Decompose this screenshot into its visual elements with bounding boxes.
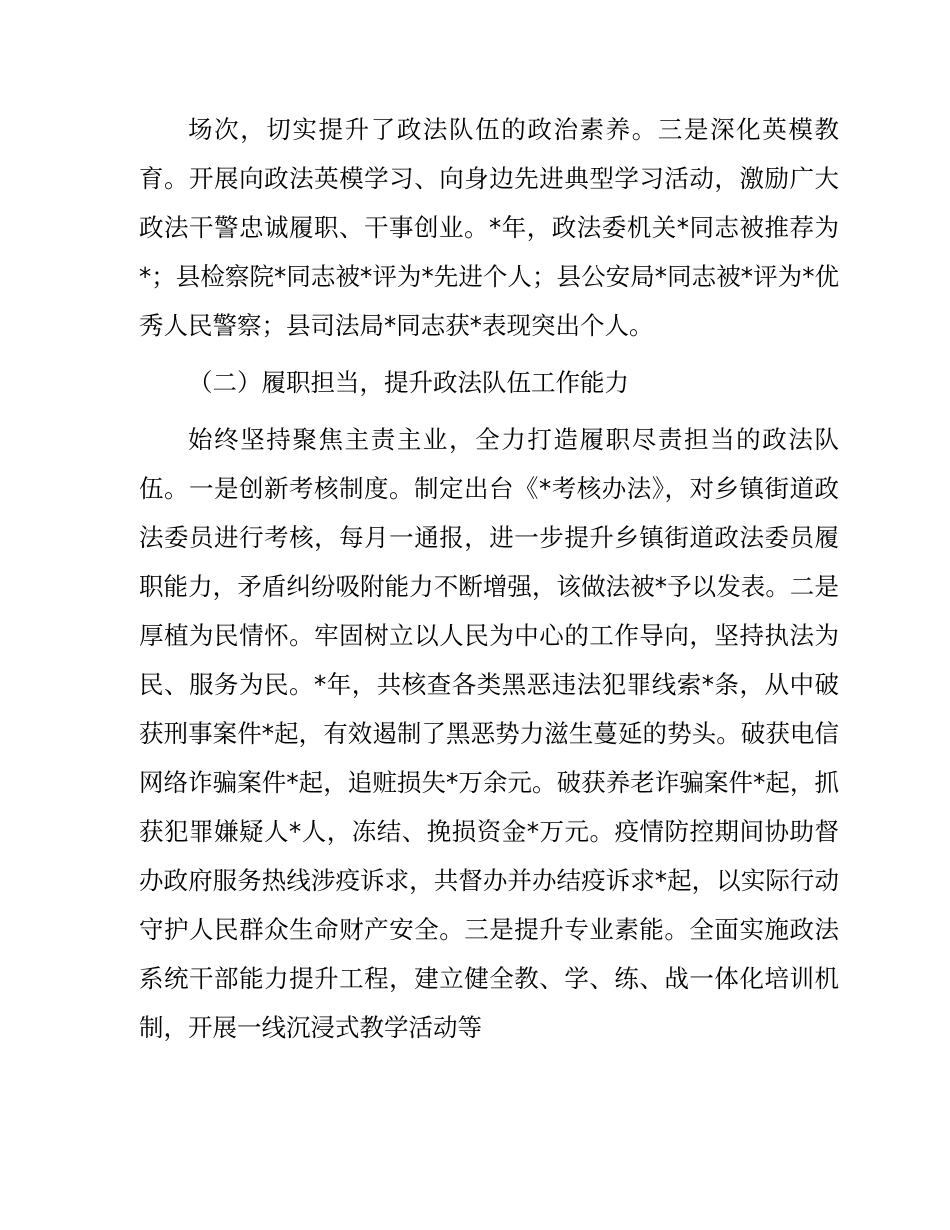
section-subheading: （二）履职担当，提升政法队伍工作能力	[188, 368, 629, 397]
document-body	[139, 105, 839, 1052]
paragraph-main: 始终坚持聚焦主责主业，全力打造履职尽责担当的政法队伍。一是创新考核制度。制定出台《*考核办法》，对乡镇街道政法委员进行考核，每月一通报，进一步提升乡镇街道政法委员履职能力，矛盾纠纷吸附能力不断增强，该做法被*予以发表。二是厚植为民情怀。牢固树立以人民为中心的工作导向，坚持执法为民、服务为民。*年，共核查各类黑恶违法犯罪线索*条，从中破获刑事案件*起，有效遏制了黑恶势力滋生蔓延的势头。破获电信网络诈骗案件*起，追赃损失*万余元。破获养老诈骗案件*起，抓获犯罪嫌疑人*人，冻结、挽损资金*万元。疫情防控期间协助督办政府服务热线涉疫诉求，共督办并办结疫诉求*起，以实际行动守护人民群众生命财产安全。三是提升专业素能。全面实施政法系统干部能力提升工程，建立健全教、学、练、战一体化培训机制，开展一线沉浸式教学活动等	[139, 425, 839, 1042]
paragraph-continuation: 场次，切实提升了政法队伍的政治素养。三是深化英模教育。开展向政法英模学习、向身边先进典型学习活动，激励广大政法干警忠诚履职、干事创业。*年，政法委机关*同志被推荐为*；县检察院*同志被*评为*先进个人；县公安局*同志被*评为*优秀人民警察；县司法局*同志获*表现突出个人。	[139, 115, 839, 340]
